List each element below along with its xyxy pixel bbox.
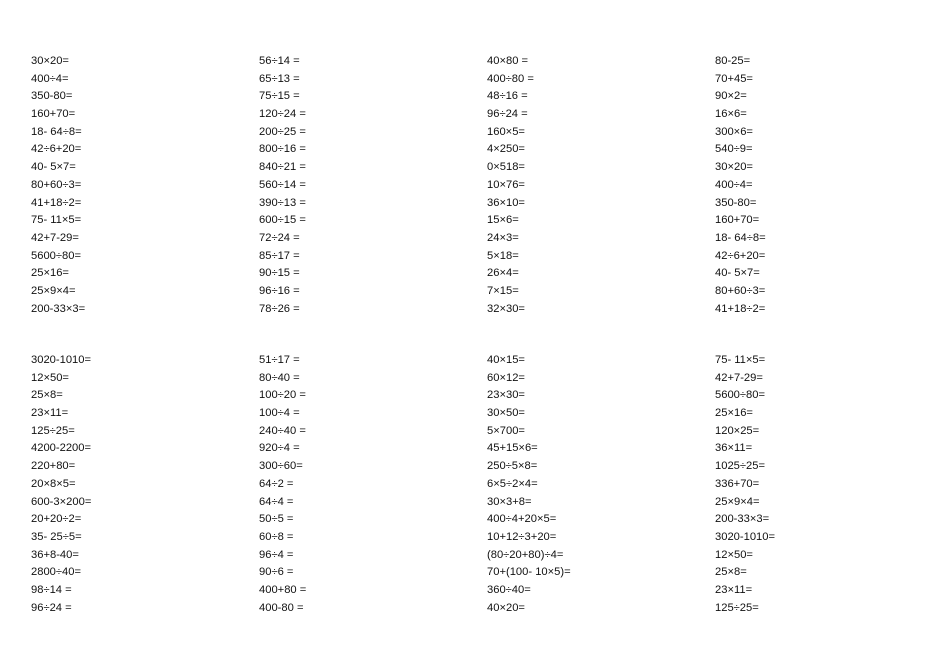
- math-problem: 40- 5×7=: [715, 267, 760, 280]
- math-problem: 20×8×5=: [31, 477, 76, 490]
- math-problem: 250÷5×8=: [487, 460, 538, 473]
- math-problem: 120×25=: [715, 424, 760, 437]
- math-problem: 100÷20 =: [259, 389, 306, 402]
- math-problem: 5×700=: [487, 424, 525, 437]
- math-problem: 90÷15 =: [259, 267, 300, 280]
- math-problem: 10+12÷3+20=: [487, 530, 557, 543]
- math-problem: 12×50=: [715, 548, 753, 561]
- math-problem: 65÷13 =: [259, 72, 300, 85]
- math-problem: 60÷8 =: [259, 530, 294, 543]
- math-problem: 75- 11×5=: [715, 354, 766, 366]
- math-problem: 15×6=: [487, 214, 519, 227]
- math-problem: 41+18÷2=: [715, 302, 766, 315]
- math-problem: 51÷17 =: [259, 354, 300, 366]
- math-problem: 400÷4+20×5=: [487, 513, 557, 526]
- math-problem: 220+80=: [31, 460, 76, 473]
- math-problem: 4200-2200=: [31, 442, 92, 455]
- math-problem: 41+18÷2=: [31, 196, 82, 209]
- math-problem: 200-33×3=: [31, 302, 86, 315]
- math-problem: 23×11=: [31, 407, 69, 420]
- math-problem: 90÷6 =: [259, 566, 294, 579]
- math-problem: 100÷4 =: [259, 407, 300, 420]
- problem-section-1: [31, 53, 931, 323]
- math-problem: 75÷15 =: [259, 90, 300, 103]
- math-problem: 160+70=: [715, 214, 760, 227]
- problem-column-4: [715, 53, 935, 318]
- math-problem: 96÷24 =: [31, 601, 72, 614]
- math-problem: 920÷4 =: [259, 442, 300, 455]
- math-problem: 70+(100- 10×5)=: [487, 566, 571, 579]
- math-problem: 56÷14 =: [259, 55, 300, 67]
- math-problem: 35- 25÷5=: [31, 530, 82, 543]
- math-problem: 200÷25 =: [259, 125, 306, 138]
- math-problem: 390÷13 =: [259, 196, 306, 209]
- math-problem: 96÷16 =: [259, 284, 300, 297]
- math-problem: 64÷4 =: [259, 495, 294, 508]
- math-problem: 70+45=: [715, 72, 753, 85]
- math-problem: 64÷2 =: [259, 477, 294, 490]
- math-problem: 560÷14 =: [259, 178, 306, 191]
- math-problem: 350-80=: [31, 90, 73, 103]
- math-problem: 400-80 =: [259, 601, 304, 614]
- math-problem: 25×16=: [31, 267, 69, 280]
- math-problem: 80-25=: [715, 55, 751, 67]
- problem-section-2: [31, 352, 931, 622]
- math-problem: 80+60÷3=: [31, 178, 82, 191]
- math-problem: 7×15=: [487, 284, 519, 297]
- math-problem: 36+8-40=: [31, 548, 79, 561]
- problem-column-1: [31, 53, 251, 318]
- math-problem: 30×20=: [715, 161, 753, 174]
- math-problem: 30×50=: [487, 407, 525, 420]
- math-problem: 78÷26 =: [259, 302, 300, 315]
- problem-column-3: [487, 53, 707, 318]
- math-problem: 18- 64÷8=: [715, 231, 766, 244]
- math-problem: 400÷80 =: [487, 72, 534, 85]
- math-problem: 36×11=: [715, 442, 753, 455]
- math-problem: 240÷40 =: [259, 424, 306, 437]
- math-problem: 10×76=: [487, 178, 525, 191]
- math-problem: 23×30=: [487, 389, 525, 402]
- math-problem: 40×80 =: [487, 55, 529, 67]
- problem-column-3: [487, 352, 707, 617]
- math-problem: 25×16=: [715, 407, 753, 420]
- math-problem: 0×518=: [487, 161, 525, 174]
- math-problem: 25×8=: [31, 389, 63, 402]
- problem-column-2: [259, 53, 479, 318]
- math-problem: 96÷4 =: [259, 548, 294, 561]
- problem-column-1: [31, 352, 251, 617]
- math-problem: 24×3=: [487, 231, 519, 244]
- math-problem: 6×5÷2×4=: [487, 477, 538, 490]
- math-problem: 30×3+8=: [487, 495, 532, 508]
- math-problem: 160×5=: [487, 125, 525, 138]
- math-problem: 300×6=: [715, 125, 753, 138]
- math-problem: 40- 5×7=: [31, 161, 76, 174]
- math-problem: 125÷25=: [715, 601, 759, 614]
- math-problem: 12×50=: [31, 371, 69, 384]
- math-problem: 16×6=: [715, 108, 747, 121]
- math-problem: 42÷6+20=: [31, 143, 82, 156]
- math-problem: 20+20÷2=: [31, 513, 82, 526]
- math-problem: 600-3×200=: [31, 495, 92, 508]
- math-problem: 5600÷80=: [715, 389, 766, 402]
- math-problem: 5600÷80=: [31, 249, 82, 262]
- math-problem: 32×30=: [487, 302, 525, 315]
- math-problem: 600÷15 =: [259, 214, 306, 227]
- math-problem: 75- 11×5=: [31, 214, 82, 227]
- math-problem: 300÷60=: [259, 460, 303, 473]
- math-problem: 90×2=: [715, 90, 747, 103]
- math-problem: 5×18=: [487, 249, 519, 262]
- math-problem: 42÷6+20=: [715, 249, 766, 262]
- math-problem: 42+7-29=: [715, 371, 763, 384]
- math-problem: 72÷24 =: [259, 231, 300, 244]
- math-problem: 80+60÷3=: [715, 284, 766, 297]
- problem-column-2: [259, 352, 479, 617]
- math-problem: 85÷17 =: [259, 249, 300, 262]
- math-problem: 160+70=: [31, 108, 76, 121]
- math-problem: 350-80=: [715, 196, 757, 209]
- math-problem: 336+70=: [715, 477, 760, 490]
- math-problem: 42+7-29=: [31, 231, 79, 244]
- math-problem: 4×250=: [487, 143, 525, 156]
- math-problem: 60×12=: [487, 371, 525, 384]
- math-problem: 1025÷25=: [715, 460, 766, 473]
- math-problem: 840÷21 =: [259, 161, 306, 174]
- math-problem: 48÷16 =: [487, 90, 528, 103]
- math-problem: 200-33×3=: [715, 513, 770, 526]
- math-problem: (80÷20+80)÷4=: [487, 548, 564, 561]
- math-problem: 2800÷40=: [31, 566, 82, 579]
- math-problem: 50÷5 =: [259, 513, 294, 526]
- math-problem: 40×15=: [487, 354, 525, 366]
- math-problem: 40×20=: [487, 601, 525, 614]
- math-problem: 800÷16 =: [259, 143, 306, 156]
- math-problem: 400÷4=: [715, 178, 753, 191]
- math-problem: 36×10=: [487, 196, 525, 209]
- math-problem: 23×11=: [715, 583, 753, 596]
- math-problem: 98÷14 =: [31, 583, 72, 596]
- math-problem: 360÷40=: [487, 583, 531, 596]
- math-problem: 25×9×4=: [31, 284, 76, 297]
- math-problem: 125÷25=: [31, 424, 75, 437]
- math-problem: 25×9×4=: [715, 495, 760, 508]
- math-problem: 120÷24 =: [259, 108, 306, 121]
- math-problem: 400÷4=: [31, 72, 69, 85]
- math-problem: 25×8=: [715, 566, 747, 579]
- math-problem: 540÷9=: [715, 143, 753, 156]
- math-problem: 18- 64÷8=: [31, 125, 82, 138]
- problem-column-4: [715, 352, 935, 617]
- math-problem: 30×20=: [31, 55, 69, 67]
- math-problem: 26×4=: [487, 267, 519, 280]
- math-problem: 400+80 =: [259, 583, 307, 596]
- math-problem: 3020-1010=: [715, 530, 776, 543]
- math-problem: 96÷24 =: [487, 108, 528, 121]
- math-problem: 45+15×6=: [487, 442, 538, 455]
- math-problem: 3020-1010=: [31, 354, 92, 366]
- math-problem: 80÷40 =: [259, 371, 300, 384]
